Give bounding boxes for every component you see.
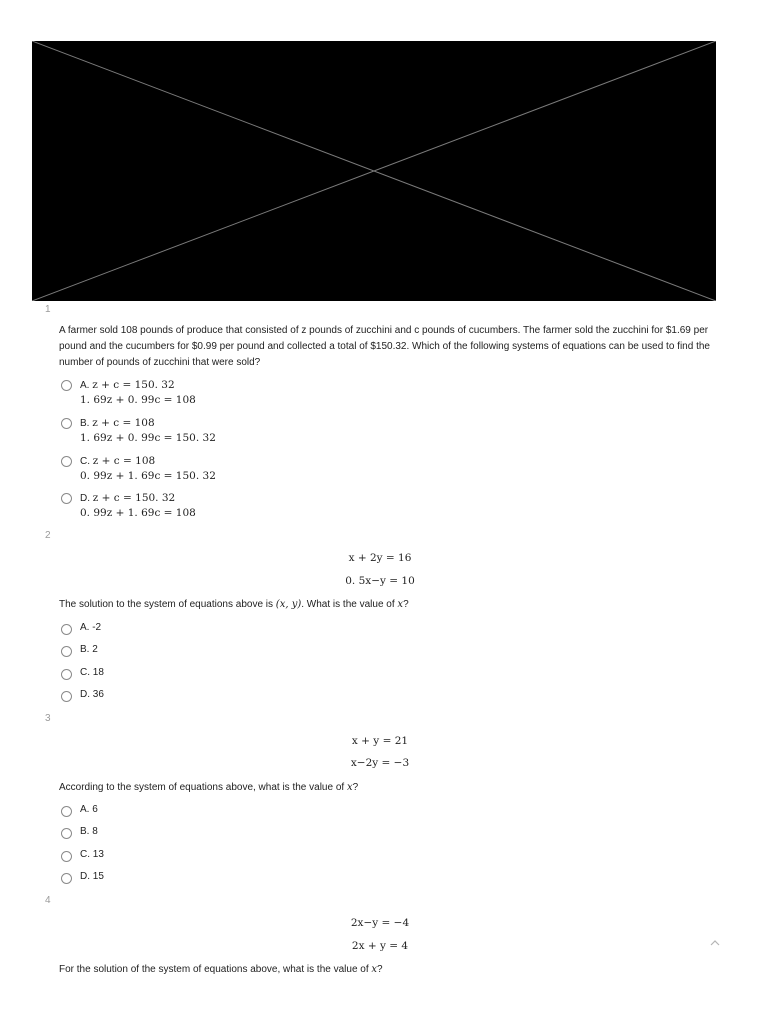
- equation-line: 0. 5x−y = 10: [345, 575, 415, 587]
- option-letter: A.: [80, 380, 90, 391]
- answer-option-b[interactable]: [61, 416, 216, 446]
- option-equation: z + c = 108: [92, 417, 155, 429]
- option-equation: 1. 69z + 0. 99c = 150. 32: [80, 432, 216, 444]
- radio-button[interactable]: [61, 669, 72, 680]
- answer-option-a[interactable]: [61, 622, 101, 635]
- equation-line: x + y = 21: [351, 735, 409, 747]
- option-label: D. 15: [80, 871, 104, 882]
- answer-option-b[interactable]: [61, 644, 98, 657]
- question-number: 3: [45, 713, 51, 724]
- radio-button[interactable]: [61, 806, 72, 817]
- answer-option-c[interactable]: [61, 849, 104, 862]
- question-text: For the solution of the system of equations above, what is the value of x?: [59, 964, 383, 975]
- question-text: According to the system of equations above, what is the value of x?: [59, 782, 359, 793]
- option-letter: B.: [80, 418, 90, 429]
- option-label: C. 13: [80, 849, 104, 860]
- radio-button[interactable]: [61, 691, 72, 702]
- option-label: D. 36: [80, 689, 104, 700]
- option-equation: z + c = 108: [92, 455, 156, 467]
- option-equation: z + c = 150. 32: [92, 379, 175, 391]
- answer-option-a[interactable]: [61, 804, 98, 817]
- equation-line: 2x + y = 4: [351, 940, 409, 952]
- option-label: B. 2: [80, 644, 98, 655]
- option-equation: z + c = 150. 32: [92, 492, 176, 504]
- radio-button[interactable]: [61, 624, 72, 635]
- radio-button[interactable]: [61, 380, 72, 391]
- question-text: The solution to the system of equations above is (x, y). What is the value of x?: [59, 599, 409, 610]
- radio-button[interactable]: [61, 851, 72, 862]
- radio-button[interactable]: [61, 828, 72, 839]
- answer-option-a[interactable]: [61, 378, 196, 408]
- option-equation: 0. 99z + 1. 69c = 150. 32: [80, 470, 216, 482]
- answer-option-d[interactable]: [61, 491, 196, 521]
- chevron-up-icon[interactable]: [708, 936, 722, 950]
- question-text: A farmer sold 108 pounds of produce that consisted of z pounds of zucchini and c pounds of cucumbers. The farmer sold the zucchini for $1.69 per pound and the cucumbers for $0.99 per pound and collected a total of $150.32. Which of the following systems of equations can be used to find the number of pounds of zucchini that were sold?: [59, 325, 710, 368]
- question-number: 4: [45, 895, 51, 906]
- answer-option-b[interactable]: [61, 826, 98, 839]
- answer-option-c[interactable]: [61, 454, 216, 484]
- option-label: C. 18: [80, 667, 104, 678]
- radio-button[interactable]: [61, 873, 72, 884]
- answer-option-d[interactable]: [61, 689, 104, 702]
- question-number: 1: [45, 304, 51, 315]
- option-equation: 1. 69z + 0. 99c = 108: [80, 394, 196, 406]
- option-equation: 0. 99z + 1. 69c = 108: [80, 507, 196, 519]
- question-number: 2: [45, 530, 51, 541]
- broken-image-icon: [32, 41, 716, 301]
- equation-line: x−2y = −3: [350, 757, 410, 769]
- answer-option-c[interactable]: [61, 667, 104, 680]
- radio-button[interactable]: [61, 418, 72, 429]
- radio-button[interactable]: [61, 456, 72, 467]
- option-letter: D.: [80, 493, 90, 504]
- answer-option-d[interactable]: [61, 871, 104, 884]
- image-placeholder: [32, 41, 716, 301]
- radio-button[interactable]: [61, 646, 72, 657]
- option-label: A. -2: [80, 622, 102, 633]
- radio-button[interactable]: [61, 493, 72, 504]
- option-label: B. 8: [80, 826, 98, 837]
- equation-line: x + 2y = 16: [348, 552, 412, 564]
- option-label: A. 6: [80, 804, 98, 815]
- equation-line: 2x−y = −4: [350, 917, 410, 929]
- option-letter: C.: [80, 456, 90, 467]
